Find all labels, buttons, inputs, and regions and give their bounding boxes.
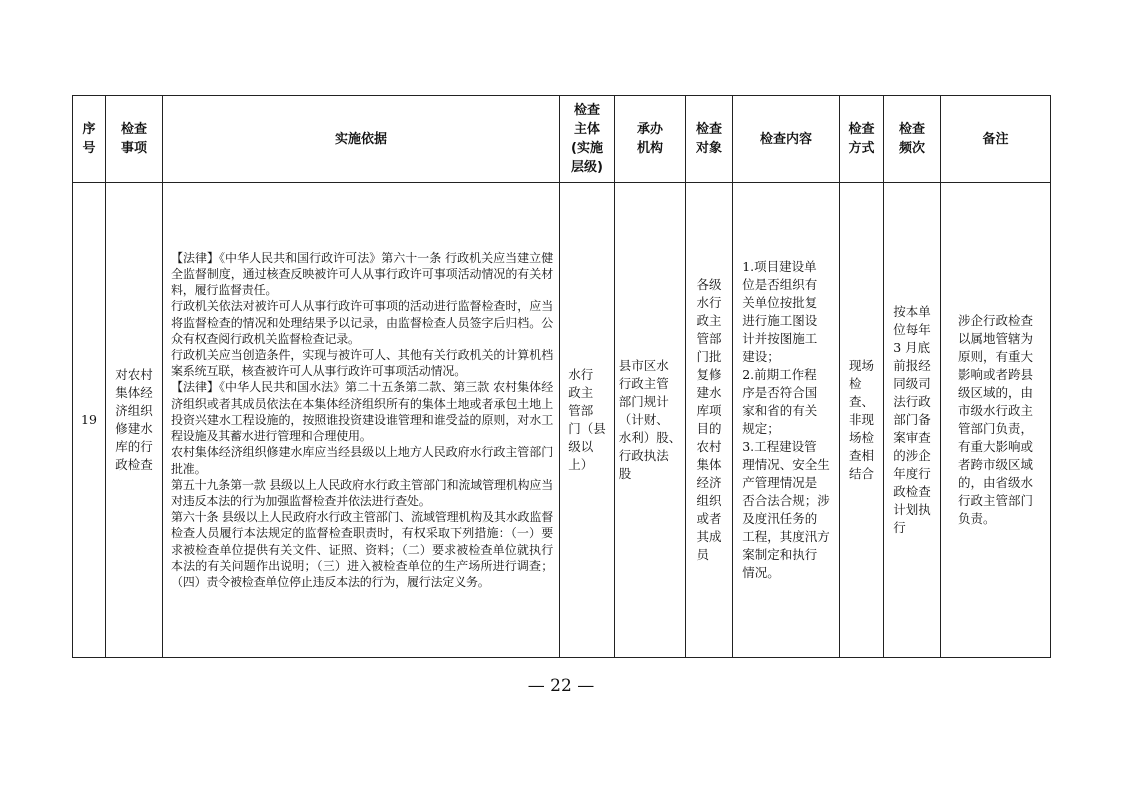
inspection-table [72, 95, 1051, 658]
header-object: 检查 对象 [686, 96, 733, 183]
header-basis: 实施依据 [163, 96, 560, 183]
cell-remarks: 涉企行政检查 以属地管辖为 原则，有重大 影响或者跨县 级区域的，由 市级水行政主 管部门负责， 有重大影响或 者跨市级区域 的，由省级水 行政主管部门 负责。 [941, 183, 1051, 658]
header-subject: 检查 主体 (实施 层级) [560, 96, 615, 183]
header-item: 检查 事项 [106, 96, 163, 183]
cell-method: 现场 检 查、 非现 场检 查相 结合 [840, 183, 884, 658]
cell-frequency: 按本单 位每年 3 月底 前报经 同级司 法行政 部门备 案审查 的涉企 年度行 政检查 计划执 行 [884, 183, 941, 658]
basis-paragraph: 行政机关依法对被许可人从事行政许可事项的活动进行监督检查时，应当将监督检查的情况和处理结果予以记录，由监督检查人员签字后归档。公众有权查阅行政机关监督检查记录。 [171, 299, 553, 346]
cell-item: 对农村 集体经 济组织 修建水 库的行 政检查 [106, 183, 163, 658]
basis-paragraph: 第五十九条第一款 县级以上人民政府水行政主管部门和流域管理机构应当对违反本法的行为加强监督检查并依法进行查处。 [171, 477, 553, 508]
header-org: 承办 机构 [615, 96, 686, 183]
basis-paragraph: 第六十条 县级以上人民政府水行政主管部门、流域管理机构及其水政监督检查人员履行本法规定的监督检查职责时，有权采取下列措施：（一）要求被检查单位提供有关文件、证照、资料；（二）要求被检查单位就执行本法的有关问题作出说明；（三）进入被检查单位的生产场所进行调查；（四）责令被检查单位停止违反本法的行为，履行法定义务。 [171, 510, 553, 589]
header-remarks: 备注 [941, 96, 1051, 183]
cell-seq: 19 [73, 183, 106, 658]
basis-paragraph: 【法律】《中华人民共和国行政许可法》第六十一条 行政机关应当建立健全监督制度，通过核查反映被许可人从事行政许可事项活动情况的有关材料，履行监督责任。 [171, 250, 553, 298]
cell-subject: 水行 政主 管部 门（县 级以 上） [560, 183, 615, 658]
basis-text [163, 250, 559, 590]
basis-paragraph: 行政机关应当创造条件，实现与被许可人、其他有关行政机关的计算机档案系统互联，核查被许可人从事行政许可事项活动情况。 [171, 348, 553, 379]
cell-basis [163, 183, 560, 658]
header-seq: 序 号 [73, 96, 106, 183]
cell-content: 1.项目建设单 位是否组织有 关单位按批复 进行施工图设 计并按图施工 建设； 2.前期工作程 序是否符合国 家和省的有关 规定； 3.工程建设管 理情况、安全生 产管理情况是 否合法合规；涉 及度汛任务的 工程，其度汛方 案制定和执行 情况。 [733, 183, 840, 658]
page-number: — 22 — [527, 676, 595, 696]
basis-paragraph: 农村集体经济组织修建水库应当经县级以上地方人民政府水行政主管部门批准。 [171, 445, 553, 476]
cell-object: 各级 水行 政主 管部 门批 复修 建水 库项 目的 农村 集体 经济 组织 或者 其成 员 [686, 183, 733, 658]
table-row [73, 183, 1051, 658]
basis-paragraph: 【法律】《中华人民共和国水法》第二十五条第二款、第三款 农村集体经济组织或者其成员依法在本集体经济组织所有的集体土地或者承包土地上投资兴建水工程设施的，按照谁投资建设谁管理和谁受益的原则，对水工程设施及其蓄水进行管理和合理使用。 [171, 380, 553, 444]
header-content: 检查内容 [733, 96, 840, 183]
table-header-row [73, 96, 1051, 183]
cell-org: 县市区水 行政主管 部门规计 （计财、 水利）股、 行政执法 股 [615, 183, 686, 658]
header-frequency: 检查 频次 [884, 96, 941, 183]
header-method: 检查 方式 [840, 96, 884, 183]
